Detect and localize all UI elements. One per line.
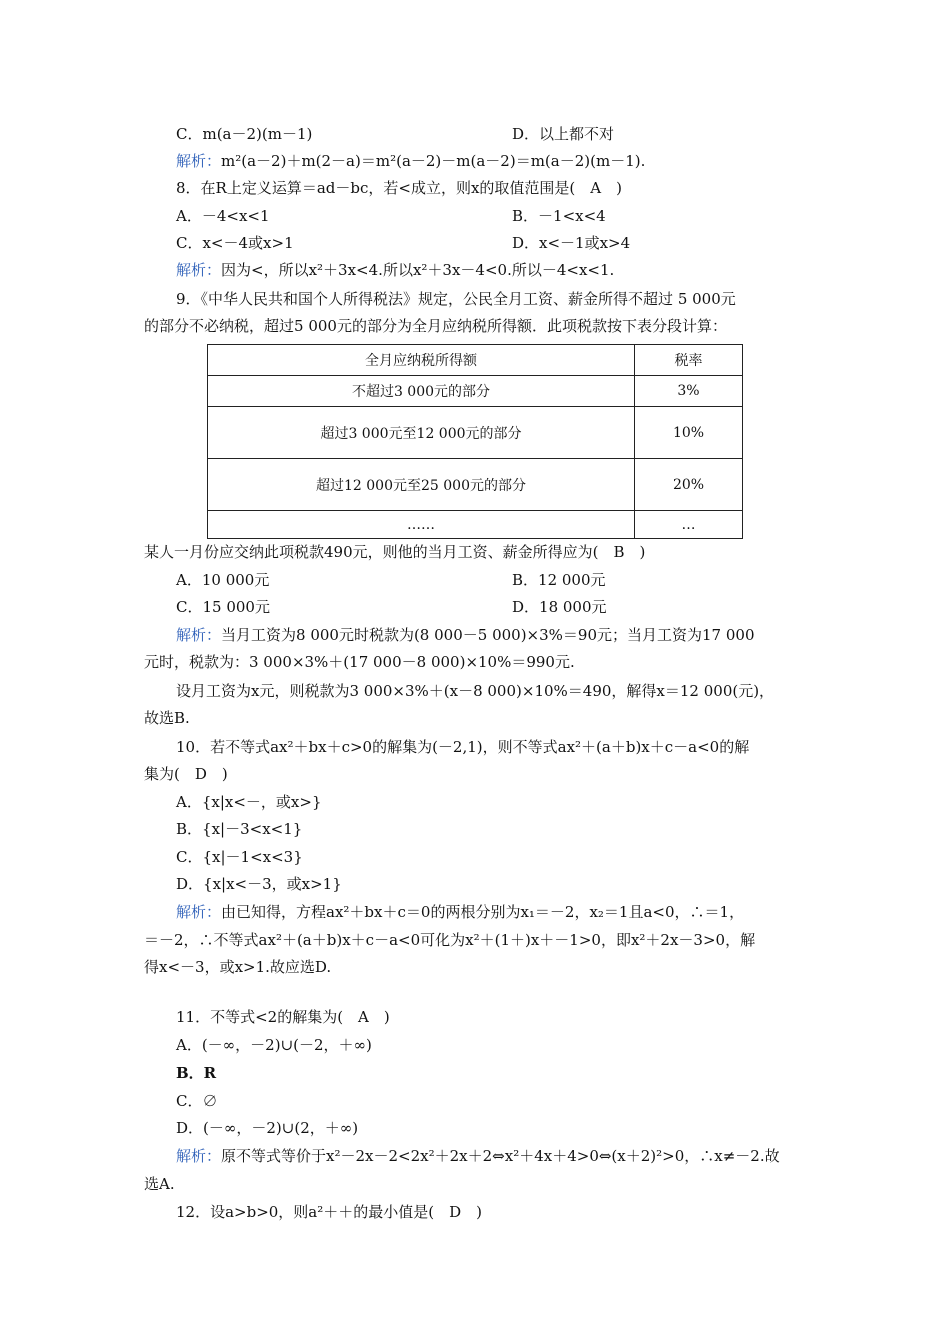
table-cell: 超过12 000元至25 000元的部分: [208, 459, 635, 511]
q11-solution-text: 原不等式等价于x²－2x－2<2x²＋2x＋2⇔x²＋4x＋4>0⇔(x＋2)²>0，∴x≠－2.故: [221, 1147, 780, 1165]
q10-option-a: A．{x|x<－，或x>}: [176, 793, 322, 811]
q9-option-a: A．10 000元: [176, 571, 270, 589]
q10-option-b: B．{x|－3<x<1}: [176, 820, 303, 838]
q9-solution-line4: 故选B.: [144, 709, 190, 727]
q10-option-d: D．{x|x<－3，或x>1}: [176, 875, 342, 893]
q10-solution-line1: [176, 902, 744, 922]
q10-solution-text: 由已知得，方程ax²＋bx＋c＝0的两根分别为x₁＝－2，x₂＝1且a<0，∴＝1，: [221, 903, 745, 921]
q7-option-c: C．m(a－2)(m－1): [176, 125, 313, 143]
table-header-row: [208, 345, 743, 376]
q8-option-d: D．x<－1或x>4: [512, 234, 631, 252]
jiexi-label: 解析：: [176, 261, 222, 279]
q9-stem-line1: 9．《中华人民共和国个人所得税法》规定，公民全月工资、薪金所得不超过 5 000元: [176, 290, 736, 308]
q11-option-c: C．∅: [176, 1092, 218, 1110]
q11-stem: 11．不等式<2的解集为( A ): [176, 1008, 390, 1026]
table-row: [208, 459, 743, 511]
q9-solution-text: 当月工资为8 000元时税款为(8 000－5 000)×3%＝90元；当月工资为17 000: [221, 626, 755, 644]
q8-stem: 8．在R上定义运算＝ad－bc，若<成立，则x的取值范围是( A ): [176, 179, 622, 197]
jiexi-label: 解析：: [176, 903, 222, 921]
table-row: [208, 511, 743, 539]
q10-option-c: C．{x|－1<x<3}: [176, 848, 303, 866]
q11-solution-line2: 选A.: [144, 1175, 175, 1193]
q9-option-b: B．12 000元: [512, 571, 606, 589]
q9-solution-line3: 设月工资为x元，则税款为3 000×3%＋(x－8 000)×10%＝490，解得x＝12 000(元)，: [176, 682, 775, 700]
q7-option-d: D．以上都不对: [512, 125, 615, 143]
table-header-income: 全月应纳税所得额: [208, 345, 635, 376]
table-cell: 20%: [635, 459, 743, 511]
q10-stem-line1: 10．若不等式ax²＋bx＋c>0的解集为(－2,1)，则不等式ax²＋(a＋b)x＋c－a<0的解: [176, 738, 750, 756]
q9-solution-line2: 元时，税款为：3 000×3%＋(17 000－8 000)×10%＝990元.: [144, 653, 575, 671]
table-cell: 超过3 000元至12 000元的部分: [208, 407, 635, 459]
jiexi-label: 解析：: [176, 152, 222, 170]
q8-solution: [176, 260, 614, 280]
table-cell: 3%: [635, 376, 743, 407]
q12-stem: 12．设a>b>0，则a²＋＋的最小值是( D ): [176, 1203, 482, 1221]
table-cell: 10%: [635, 407, 743, 459]
q10-solution-line3: 得x<－3，或x>1.故应选D.: [144, 958, 332, 976]
q11-option-a: A．(－∞，－2)∪(－2，＋∞): [176, 1036, 372, 1054]
q9-question: 某人一月份应交纳此项税款490元，则他的当月工资、薪金所得应为( B ): [144, 543, 646, 561]
q11-solution-line1: [176, 1146, 780, 1166]
q9-stem-line2: 的部分不必纳税，超过5 000元的部分为全月应纳税所得额．此项税款按下表分段计算：: [144, 317, 727, 335]
q10-solution-line2: ＝－2，∴不等式ax²＋(a＋b)x＋c－a<0可化为x²＋(1＋)x＋－1>0，即x²＋2x－3>0，解: [144, 931, 756, 949]
table-cell: ……: [208, 511, 635, 539]
q11-option-b: B．R: [176, 1064, 217, 1082]
q8-option-c: C．x<－4或x>1: [176, 234, 294, 252]
q8-option-b: B．－1<x<4: [512, 207, 606, 225]
table-header-rate: 税率: [635, 345, 743, 376]
q7-solution: [176, 151, 645, 171]
q9-option-c: C．15 000元: [176, 598, 270, 616]
jiexi-label: 解析：: [176, 1147, 222, 1165]
q8-option-a: A．－4<x<1: [176, 207, 270, 225]
table-row: [208, 407, 743, 459]
q9-solution-line1: [176, 625, 755, 645]
table-row: [208, 376, 743, 407]
jiexi-label: 解析：: [176, 626, 222, 644]
q10-stem-line2: 集为( D ): [144, 765, 228, 783]
q8-solution-text: 因为<，所以x²＋3x<4.所以x²＋3x－4<0.所以－4<x<1.: [221, 261, 615, 279]
q7-solution-text: m²(a－2)＋m(2－a)＝m²(a－2)－m(a－2)＝m(a－2)(m－1).: [221, 152, 646, 170]
q11-option-d: D．(－∞，－2)∪(2，＋∞): [176, 1119, 359, 1137]
table-cell: …: [635, 511, 743, 539]
table-cell: 不超过3 000元的部分: [208, 376, 635, 407]
q9-option-d: D．18 000元: [512, 598, 607, 616]
tax-rate-table: [207, 344, 743, 539]
